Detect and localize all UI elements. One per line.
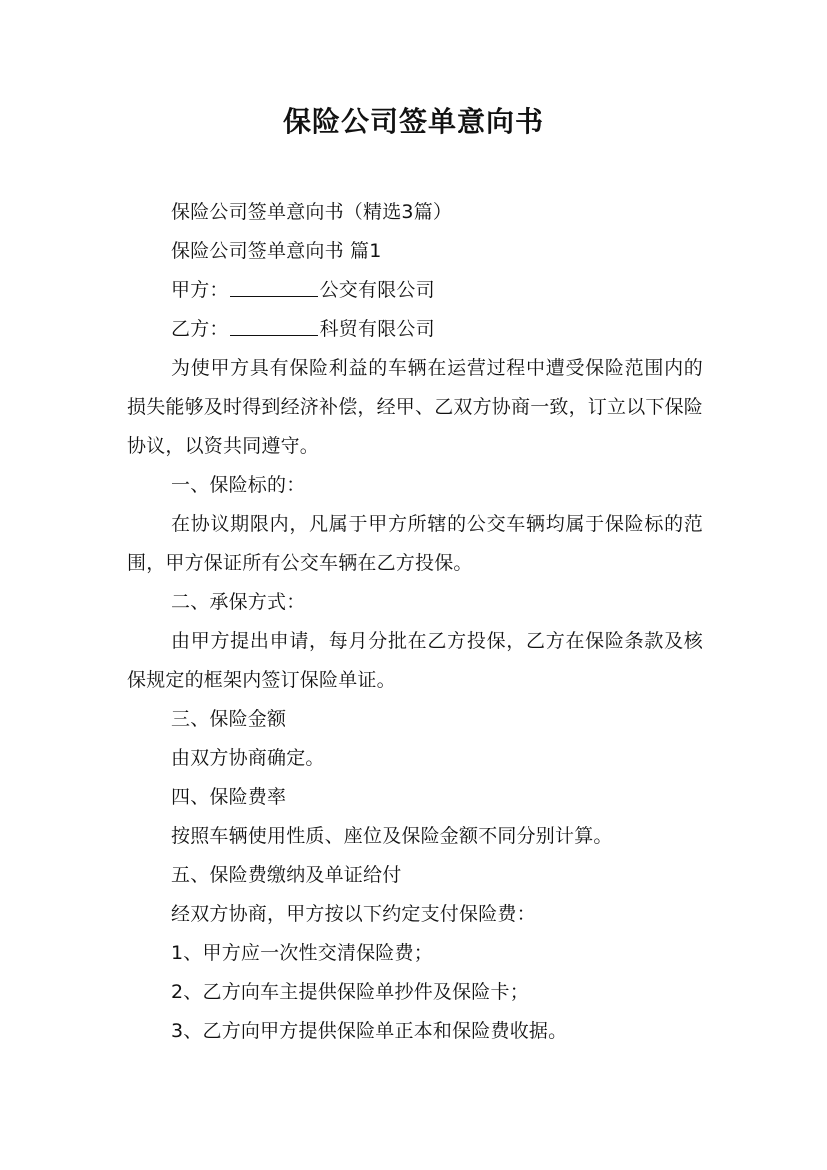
list-item-1: 1、甲方应一次性交清保险费； — [171, 942, 433, 964]
section-heading-2: 二、承保方式： — [171, 591, 306, 613]
section-heading-4: 四、保险费率 — [171, 786, 287, 808]
party-b-name: 科贸有限公司 — [319, 318, 435, 340]
party-b-blank — [230, 317, 318, 336]
list-item-3: 3、乙方向甲方提供保险单正本和保险费收据。 — [171, 1020, 568, 1042]
paragraph-section-4: 按照车辆使用性质、座位及保险金额不同分别计算。 — [171, 825, 613, 847]
document-body — [127, 193, 703, 1051]
section-heading-1: 一、保险标的： — [171, 474, 306, 496]
paragraph-section-5: 经双方协商，甲方按以下约定支付保险费： — [171, 903, 536, 925]
paragraph-section-2: 由甲方提出申请，每月分批在乙方投保，乙方在保险条款及核保规定的框架内签订保险单证。 — [127, 630, 703, 691]
party-a-name: 公交有限公司 — [319, 279, 435, 301]
document-title: 保险公司签单意向书 — [282, 105, 544, 138]
party-a-line — [127, 271, 703, 310]
paragraph-subheading: 保险公司签单意向书 篇1 — [171, 240, 382, 262]
party-b-label: 乙方： — [171, 318, 229, 340]
paragraph-section-3: 由双方协商确定。 — [171, 747, 325, 769]
paragraph-section-1: 在协议期限内，凡属于甲方所辖的公交车辆均属于保险标的范围，甲方保证所有公交车辆在乙方投保。 — [127, 513, 703, 574]
paragraph-heading: 保险公司签单意向书（精选3篇） — [171, 201, 453, 223]
section-heading-5: 五、保险费缴纳及单证给付 — [171, 864, 402, 886]
section-heading-3: 三、保险金额 — [171, 708, 287, 730]
party-a-label: 甲方： — [171, 279, 229, 301]
paragraph-intro: 为使甲方具有保险利益的车辆在运营过程中遭受保险范围内的损失能够及时得到经济补偿，经甲、乙双方协商一致，订立以下保险协议，以资共同遵守。 — [127, 357, 704, 457]
list-item-2: 2、乙方向车主提供保险单抄件及保险卡； — [171, 981, 529, 1003]
party-b-line — [127, 310, 703, 349]
party-a-blank — [230, 278, 318, 297]
